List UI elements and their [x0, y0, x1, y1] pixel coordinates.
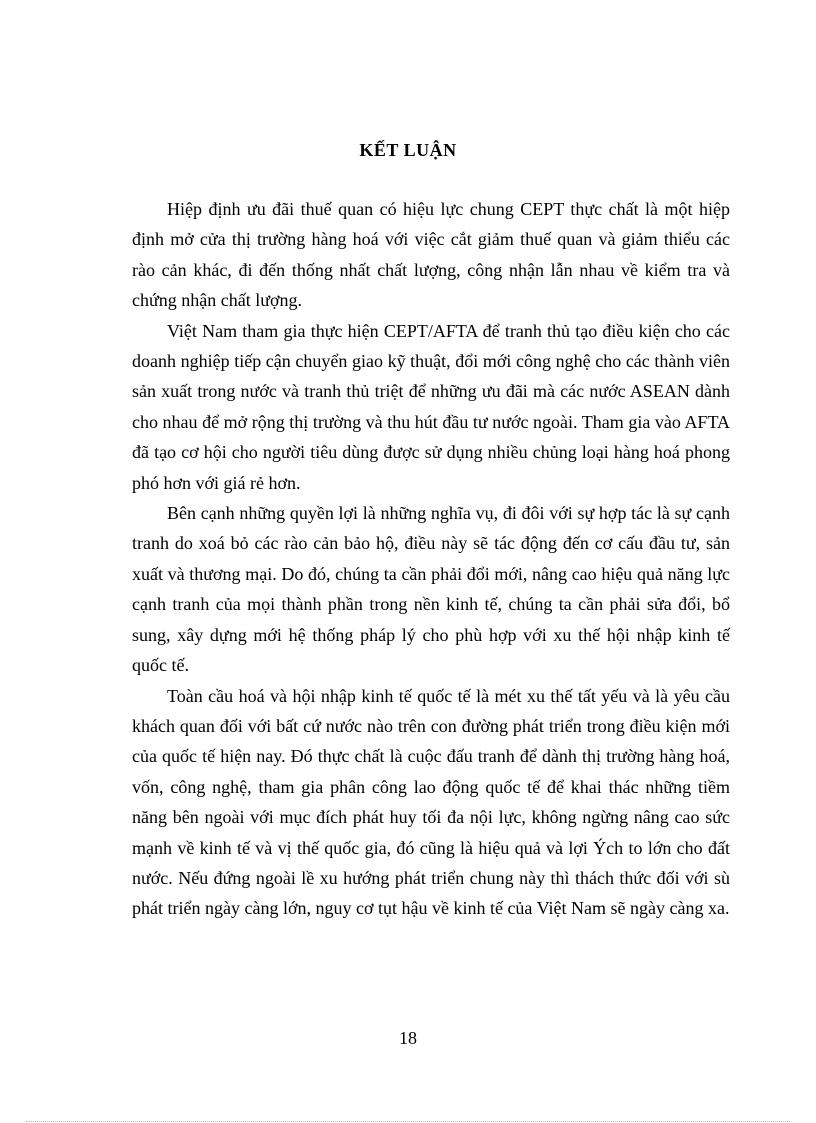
page-title: KẾT LUẬN	[359, 140, 457, 160]
page-bottom-divider	[26, 1121, 790, 1122]
paragraph-2: Việt Nam tham gia thực hiện CEPT/AFTA để tranh thủ tạo điều kiện cho các doanh nghiệp tiếp cận chuyển giao kỹ thuật, đổi mới công nghệ cho các thành viên sản xuất trong nước và tranh thủ triệt để những ưu đãi mà các nước ASEAN dành cho nhau để mở rộng thị trường và thu hút đầu tư nước ngoài. Tham gia vào AFTA đã tạo cơ hội cho người tiêu dùng được sử dụng nhiều chủng loại hàng hoá phong phó hơn với giá rẻ hơn.	[132, 320, 730, 493]
page-number: 18	[399, 1028, 417, 1048]
body-text	[132, 194, 730, 924]
paragraph-3: Bên cạnh những quyền lợi là những nghĩa vụ, đi đôi với sự hợp tác là sự cạnh tranh do xoá bỏ các rào cản bảo hộ, điều này sẽ tác động đến cơ cấu đầu tư, sản xuất và thương mại. Do đó, chúng ta cần phải đổi mới, nâng cao hiệu quả năng lực cạnh tranh của mọi thành phần trong nền kinh tế, chúng ta cần phải sửa đổi, bổ sung, xây dựng mới hệ thống pháp lý cho phù hợp với xu thế hội nhập kinh tế quốc tế.	[132, 503, 730, 676]
paragraph-4: Toàn cầu hoá và hội nhập kinh tế quốc tế là mét xu thế tất yếu và là yêu cầu khách quan đối với bất cứ nước nào trên con đường phát triển trong điều kiện mới của quốc tế hiện nay. Đó thực chất là cuộc đấu tranh để dành thị trường hàng hoá, vốn, công nghệ, tham gia phân công lao động quốc tế để khai thác những tiềm năng bên ngoài với mục đích phát huy tối đa nội lực, không ngừng nâng cao sức mạnh về kinh tế và vị thế quốc gia, đó cũng là hiệu quả và lợi Ých to lớn cho đất nước. Nếu đứng ngoài lề xu hướng phát triển chung này thì thách thức đối với sù phát triển ngày càng lớn, nguy cơ tụt hậu về kinh tế của Việt Nam sẽ ngày càng xa.	[132, 685, 730, 919]
paragraph-1: Hiệp định ưu đãi thuế quan có hiệu lực chung CEPT thực chất là một hiệp định mở cửa thị trường hàng hoá với việc cắt giảm thuế quan và giảm thiểu các rào cản khác, đi đến thống nhất chất lượng, công nhận lẫn nhau về kiểm tra và chứng nhận chất lượng.	[132, 199, 730, 311]
